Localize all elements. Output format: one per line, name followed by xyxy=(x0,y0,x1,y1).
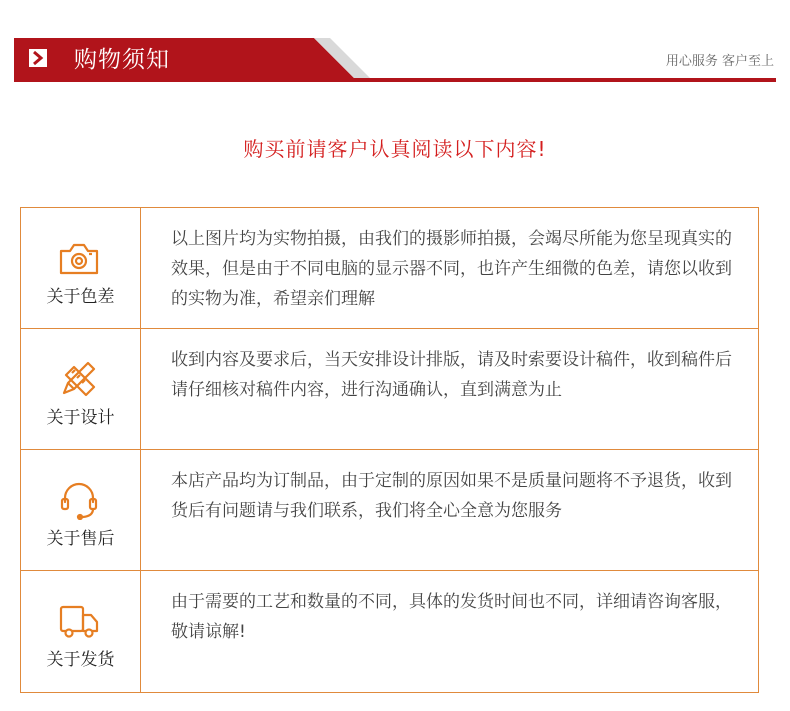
row-icon-cell xyxy=(21,329,141,449)
headset-icon xyxy=(58,480,100,520)
section-header xyxy=(14,0,776,90)
row-label: 关于色差 xyxy=(46,287,115,307)
row-text: 本店产品均为订制品，由于定制的原因如果不是质量问题将不予退货，收到货后有问题请与我们联系，我们将全心全意为您服务 xyxy=(171,471,732,521)
page-title: 购物须知 xyxy=(74,47,170,73)
row-label: 关于设计 xyxy=(46,408,115,428)
row-text: 以上图片均为实物拍摄，由我们的摄影师拍摄，会竭尽所能为您呈现真实的效果，但是由于不同电脑的显示器不同，也许产生细微的色差，请您以收到的实物为准，希望亲们理解 xyxy=(171,229,732,309)
header-slogan: 用心服务 客户至上 xyxy=(665,54,774,69)
pencil-ruler-icon xyxy=(58,359,100,399)
notice-row-color xyxy=(21,208,758,329)
notice-heading: 购买前请客户认真阅读以下内容! xyxy=(243,137,547,161)
row-text: 收到内容及要求后，当天安排设计排版，请及时索要设计稿件，收到稿件后请仔细核对稿件内容，进行沟通确认，直到满意为止 xyxy=(171,350,732,400)
row-icon-cell xyxy=(21,450,141,570)
row-icon-cell xyxy=(21,571,141,692)
row-text: 由于需要的工艺和数量的不同，具体的发货时间也不同，详细请咨询客服，敬请谅解! xyxy=(171,592,732,642)
notice-table xyxy=(20,207,759,693)
notice-row-aftersale xyxy=(21,450,758,571)
notice-row-shipping xyxy=(21,571,758,692)
row-label: 关于售后 xyxy=(46,529,115,549)
notice-row-design xyxy=(21,329,758,450)
camera-icon xyxy=(58,238,100,278)
truck-icon xyxy=(58,601,100,641)
row-icon-cell xyxy=(21,208,141,328)
row-label: 关于发货 xyxy=(46,650,115,670)
